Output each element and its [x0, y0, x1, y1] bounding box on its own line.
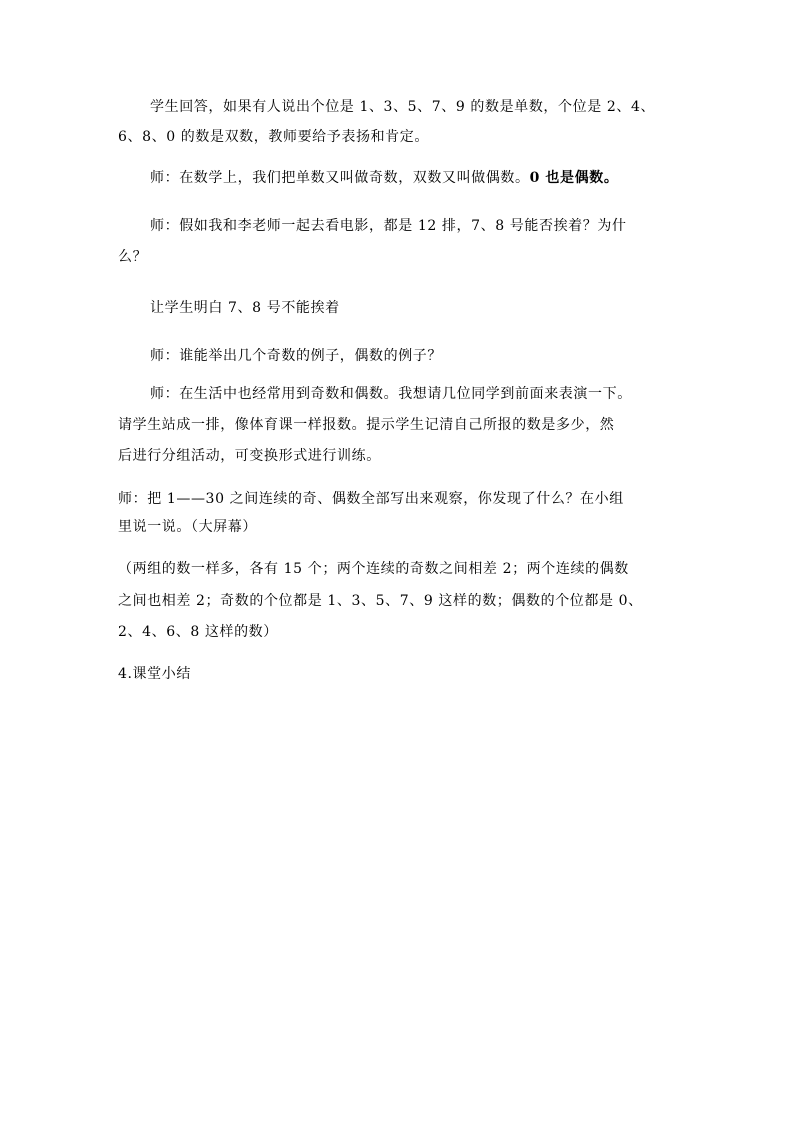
- paragraph-odd-even-definition: [150, 168, 618, 188]
- paragraph-findings-line-3: 2、4、6、8 这样的数）: [118, 624, 278, 640]
- paragraph-write-numbers-line-1: 师：把 1——30 之间连续的奇、偶数全部写出来观察，你发现了什么？在小组: [118, 491, 624, 507]
- paragraph-findings-line-1: （两组的数一样多，各有 15 个；两个连续的奇数之间相差 2；两个连续的偶数: [118, 561, 629, 577]
- paragraph-student-answer-line-1: 学生回答，如果有人说出个位是 1、3、5、7、9 的数是单数，个位是 2、4、: [150, 99, 656, 115]
- paragraph-student-answer-line-2: 6、8、0 的数是双数，教师要给予表扬和肯定。: [118, 129, 429, 145]
- paragraph-life-usage-line-3: 后进行分组活动，可变换形式进行训练。: [118, 448, 381, 464]
- definition-text: 师：在数学上，我们把单数又叫做奇数，双数又叫做偶数。: [150, 170, 530, 186]
- paragraph-examples-question: 师：谁能举出几个奇数的例子，偶数的例子？: [150, 348, 442, 364]
- paragraph-write-numbers-line-2: 里说一说。（大屏幕）: [118, 519, 257, 535]
- paragraph-life-usage-line-2: 请学生站成一排，像体育课一样报数。提示学生记清自己所报的数是多少，然: [118, 417, 615, 433]
- paragraph-seats-explanation: 让学生明白 7、8 号不能挨着: [150, 300, 340, 316]
- paragraph-life-usage-line-1: 师：在生活中也经常用到奇数和偶数。我想请几位同学到前面来表演一下。: [150, 386, 632, 402]
- section-heading-class-summary: 4.课堂小结: [118, 666, 191, 682]
- paragraph-movie-seats-line-1: 师：假如我和李老师一起去看电影，都是 12 排，7、8 号能否挨着？为什: [150, 218, 627, 234]
- paragraph-movie-seats-line-2: 么？: [118, 249, 148, 265]
- zero-is-even-bold: 0 也是偶数。: [529, 170, 619, 186]
- paragraph-findings-line-2: 之间也相差 2；奇数的个位都是 1、3、5、7、9 这样的数；偶数的个位都是 0、: [118, 593, 643, 609]
